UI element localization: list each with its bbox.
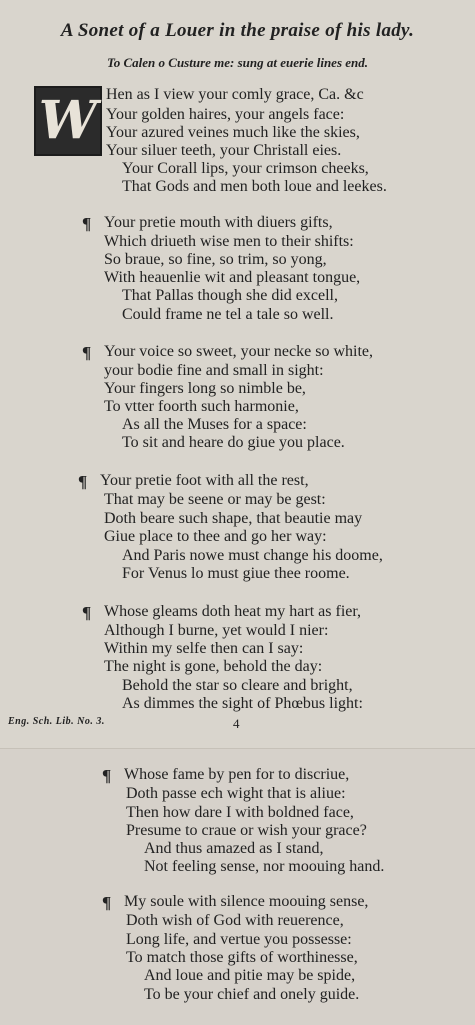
poem-subtitle: To Calen o Custure me: sung at euerie lines end. xyxy=(107,55,368,70)
poem-line: To match those gifts of worthinesse, xyxy=(126,949,358,966)
poem-line: That may be seene or may be gest: xyxy=(104,491,326,508)
decorated-initial-icon xyxy=(34,86,102,156)
pilcrow-mark: ¶ xyxy=(82,214,92,233)
poem-line: Whose fame by pen for to discriue, xyxy=(124,766,350,783)
page-number: 4 xyxy=(233,716,240,731)
poem-line: For Venus lo must giue thee roome. xyxy=(122,565,350,582)
poem-line: The night is gone, behold the day: xyxy=(104,658,323,675)
poem-line: Which driueth wise men to their shifts: xyxy=(104,233,354,250)
poem-line: Long life, and vertue you possesse: xyxy=(126,931,352,948)
poem-line: Could frame ne tel a tale so well. xyxy=(122,306,334,323)
poem-line: Your voice so sweet, your necke so white, xyxy=(104,343,373,360)
poem-line: So braue, so fine, so trim, so yong, xyxy=(104,251,327,268)
poem-line: Doth passe ech wight that is aliue: xyxy=(126,785,346,802)
poem-line: And loue and pitie may be spide, xyxy=(144,967,356,984)
poem-line: As all the Muses for a space: xyxy=(122,416,307,433)
poem-line: Your fingers long so nimble be, xyxy=(104,380,306,397)
poem-line: That Gods and men both loue and leekes. xyxy=(122,178,387,195)
poem-line: Although I burne, yet would I nier: xyxy=(104,622,329,639)
poem-title: A Sonet of a Louer in the praise of his lady. xyxy=(60,20,415,41)
poem-line: Then how dare I with boldned face, xyxy=(126,804,354,821)
poem-line: Whose gleams doth heat my hart as fier, xyxy=(104,603,362,620)
poem-line: With heauenlie wit and pleasant tongue, xyxy=(104,269,361,286)
pilcrow-mark: ¶ xyxy=(82,343,92,362)
poem-line: That Pallas though she did excell, xyxy=(122,287,338,304)
poem-line: As dimmes the sight of Phœbus light: xyxy=(122,695,363,712)
poem-line: Your Corall lips, your crimson cheeks, xyxy=(122,160,369,177)
poem-line: To vtter foorth such harmonie, xyxy=(104,398,299,415)
poem-line: To sit and heare do giue you place. xyxy=(122,434,345,451)
poem-line: To be your chief and onely guide. xyxy=(144,986,360,1003)
series-footer: Eng. Sch. Lib. No. 3. xyxy=(8,716,105,727)
poem-line: Your siluer teeth, your Christall eies. xyxy=(106,142,342,159)
dropcap-letter: W xyxy=(38,90,98,151)
poem-line: Doth beare such shape, that beautie may xyxy=(104,510,363,527)
poem-line: Presume to craue or wish your grace? xyxy=(126,822,367,839)
poem-line: My soule with silence moouing sense, xyxy=(124,893,369,910)
poem-line: Hen as I view your comly grace, Ca. &c xyxy=(106,86,364,103)
poem-line: Not feeling sense, nor moouing hand. xyxy=(144,858,385,875)
poem-line: Giue place to thee and go her way: xyxy=(104,528,327,545)
poem-line: Your pretie foot with all the rest, xyxy=(100,472,309,489)
poem-line: And Paris nowe must change his doome, xyxy=(122,547,383,564)
poem-line: Your pretie mouth with diuers gifts, xyxy=(104,214,333,231)
poem-line: Within my selfe then can I say: xyxy=(104,640,304,657)
poem-line: Your azured veines much like the skies, xyxy=(106,124,360,141)
pilcrow-mark: ¶ xyxy=(78,472,88,491)
poem-line: Your golden haires, your angels face: xyxy=(106,106,345,123)
poem-line: Doth wish of God with reuerence, xyxy=(126,912,344,929)
pilcrow-mark: ¶ xyxy=(82,603,92,622)
pilcrow-mark: ¶ xyxy=(102,766,112,785)
pilcrow-mark: ¶ xyxy=(102,893,112,912)
poem-line: Behold the star so cleare and bright, xyxy=(122,677,353,694)
poem-line: And thus amazed as I stand, xyxy=(144,840,324,857)
poem-line: your bodie fine and small in sight: xyxy=(104,362,324,379)
